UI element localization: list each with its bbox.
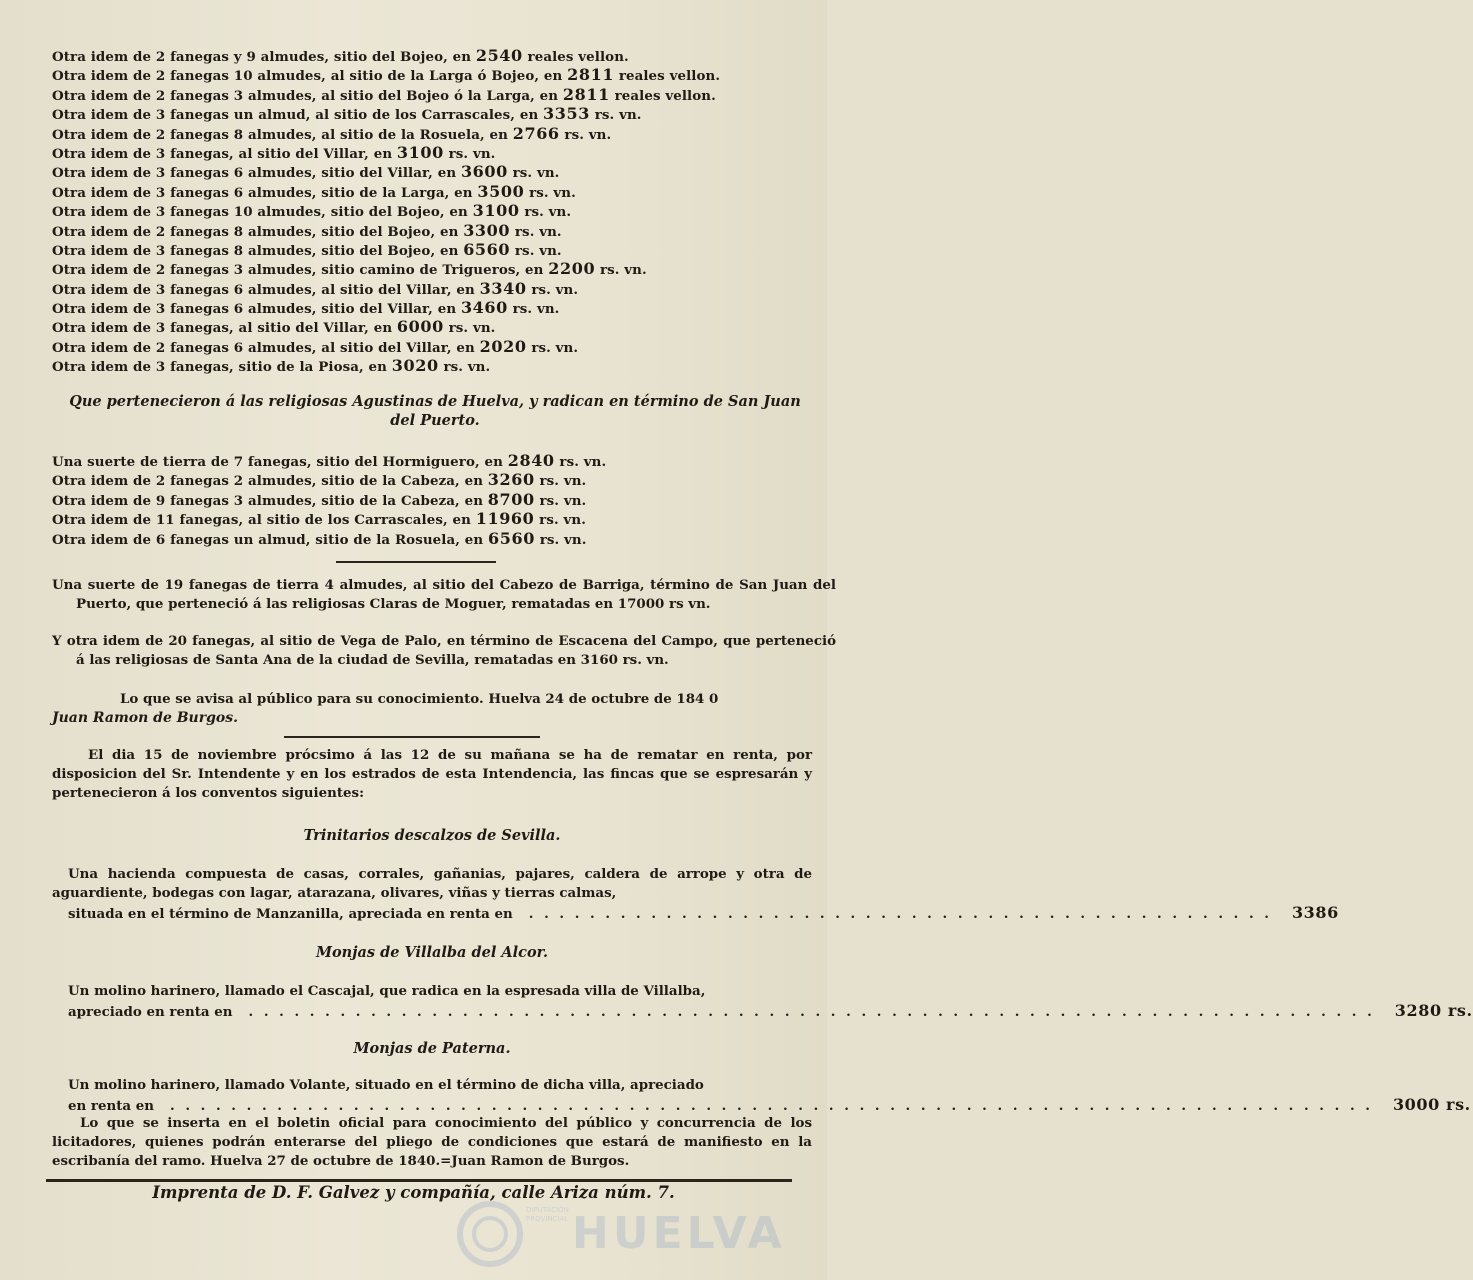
list1-entry [52,356,812,375]
list2-entry [52,470,812,489]
molino1-text: Un molino harinero, llamado el Cascajal, que radica en la espresada villa de Villalba, [68,983,706,999]
entry-unit: reales vellon. [522,49,629,65]
signature-juan-ramon-de-burgos: Juan Ramon de Burgos. [52,710,238,726]
entry-unit: rs. vn. [443,320,496,337]
entry-unit: rs. vn. [507,301,560,318]
entry-unit: rs. vn. [595,262,647,279]
molino1-amount: 3280 rs. [1394,1001,1473,1020]
entry-unit: rs. vn. [534,492,587,509]
list1-entry [52,240,812,259]
list1-entry [52,162,812,181]
entry-amount: 8700 [487,489,535,509]
list1-entry [52,124,812,143]
entry-unit: reales vellon. [609,87,716,104]
molino2-price-row [52,1095,1471,1116]
entry-unit: rs. vn. [526,339,579,356]
entry-unit: rs. vn. [510,242,562,259]
list1-entry [52,85,812,104]
entry-description: Otra idem de 2 fanegas y 9 almudes, sitio del Bojeo, en [52,49,476,65]
paragraph-claras-moguer: Una suerte de 19 fanegas de tierra 4 almudes, al sitio del Cabezo de Barriga, término de San Juan del Puerto, que perteneció á las religiosas Claras de Moguer, rematadas en 17000 rs vn. [52,577,836,612]
entry-amount: 6560 [488,528,535,548]
dot-leader: . . . . . . . . . . . . . . . . . . . . . . . . . . . . . . . . . . . . . . . . . . . . . . . . . [528,906,1272,922]
list1-entry [52,46,812,65]
entry-description: Otra idem de 3 fanegas 10 almudes, sitio del Bojeo, en [52,204,473,221]
entry-description: Otra idem de 2 fanegas 10 almudes, al sitio de la Larga ó Bojeo, en [52,68,568,85]
entry-description: Otra idem de 2 fanegas 8 almudes, sitio del Bojeo, en [52,223,464,240]
paragraph-final-notice: Lo que se inserta en el boletin oficial para conocimiento del público y concurrencia de los licitadores, quienes podrán enterarse del pliego de condiciones que estará de manifiesto en la escribanía del ramo. Huelva 27 de octubre de 1840.=Juan Ramon de Burgos. [52,1115,812,1169]
entry-unit: rs. vn. [519,204,572,221]
entry-description: Otra idem de 3 fanegas 6 almudes, sitio de la Larga, en [52,184,478,201]
heading-paterna: Monjas de Paterna. [353,1040,511,1057]
entry-description: Otra idem de 2 fanegas 3 almudes, al sitio del Bojeo ó la Larga, en [52,87,563,104]
list1-entry [52,279,812,298]
entry-description: Una suerte de tierra de 7 fanegas, sitio del Hormiguero, en [52,454,508,470]
list1-entry [52,143,812,162]
item-hacienda-manzanilla [52,865,1339,924]
heading-trinitarios: Trinitarios descalzos de Sevilla. [303,827,561,844]
entry-description: Otra idem de 2 fanegas 2 almudes, sitio de la Cabeza, en [52,473,488,490]
dot-leader: . . . . . . . . . . . . . . . . . . . . . . . . . . . . . . . . . . . . . . . . . . . . . . . . . . . . . . . . . . . . . . . . . . . . . . . . . . . . . . . [170,1098,1373,1114]
entry-amount: 2766 [512,123,560,143]
list1-entry [52,65,812,84]
item-molino-volante [52,1076,1471,1116]
entry-amount: 3600 [460,162,508,182]
entry-description: Otra idem de 11 fanegas, al sitio de los Carrascales, en [52,512,476,529]
molino2-amount: 3000 rs. [1392,1095,1471,1114]
entry-description: Otra idem de 3 fanegas 6 almudes, sitio del Villar, en [52,165,461,182]
entry-amount: 2540 [475,46,523,65]
hacienda-price-row [52,903,1339,924]
entry-amount: 3460 [460,298,508,318]
entry-description: Otra idem de 2 fanegas 8 almudes, al sitio de la Rosuela, en [52,126,513,143]
watermark-emblem-icon [430,1198,550,1268]
entry-description: Otra idem de 3 fanegas, al sitio del Villar, en [52,145,397,162]
entry-amount: 2840 [507,451,555,470]
list1-entry [52,298,812,317]
entry-amount: 3353 [543,104,590,124]
entry-unit: rs. vn. [510,223,562,240]
entry-description: Otra idem de 3 fanegas 6 almudes, al sitio del Villar, en [52,281,480,298]
list2-entry [52,490,812,509]
entry-unit: rs. vn. [526,281,579,298]
entry-description: Otra idem de 3 fanegas 6 almudes, sitio del Villar, en [52,301,461,318]
section-divider [284,736,540,738]
molino1-price-row [52,1001,1473,1022]
molino2-last-line: en renta en [68,1098,155,1114]
entry-amount: 11960 [475,509,535,529]
entry-amount: 3300 [463,220,511,240]
heading-agustinas: Que pertenecieron á las religiosas Agustinas de Huelva, y radican en término de San Juan del Puerto. [69,393,801,429]
list1-entry [52,182,812,201]
list1-entry [52,221,812,240]
molino2-text: Un molino harinero, llamado Volante, situado en el término de dicha villa, apreciado [68,1077,704,1093]
entry-amount: 3260 [487,470,535,490]
entry-unit: rs. vn. [443,145,496,162]
entry-description: Otra idem de 3 fanegas 8 almudes, sitio del Bojeo, en [52,242,464,259]
paragraph-vega-de-palo: Y otra idem de 20 fanegas, al sitio de Vega de Palo, en término de Escacena del Campo, que perteneció á las religiosas de Santa Ana de la ciudad de Sevilla, rematadas en 3160 rs. vn. [52,633,836,668]
entry-description: Otra idem de 3 fanegas un almud, al sitio de los Carrascales, en [52,107,544,124]
entry-amount: 6560 [463,239,511,259]
list2-entry [52,509,812,528]
entry-unit: rs. vn. [534,473,587,490]
entry-description: Otra idem de 6 fanegas un almud, sitio de la Rosuela, en [52,531,489,548]
entry-description: Otra idem de 3 fanegas, sitio de la Piosa, en [52,359,392,376]
watermark-small-text: DIPUTACIÓN PROVINCIAL [526,1206,569,1223]
entry-amount: 3100 [396,142,444,162]
list2-entry [52,529,812,548]
list2-entry [52,451,812,470]
list1-entry [52,259,812,278]
list1-entry [52,317,812,336]
entries-list-1 [52,46,812,376]
paragraph-remate-announcement: El dia 15 de noviembre prócsimo á las 12 de su mañana se ha de rematar en renta, por disposicion del Sr. Intendente y en los estrados de esta Intendencia, las fincas que se espresarán y pertenecieron á los conventos siguientes: [52,747,812,801]
entry-amount: 3020 [391,356,439,376]
entry-unit: reales vellon. [614,68,721,85]
entry-unit: rs. vn. [589,107,642,124]
entry-unit: rs. vn. [438,359,491,376]
entry-amount: 2811 [562,84,610,104]
entry-unit: rs. vn. [534,531,587,548]
item-molino-cascajal [52,982,1473,1022]
hacienda-amount: 3386 [1291,903,1339,922]
section-divider [336,561,496,563]
entry-unit: rs. vn. [524,184,576,201]
dot-leader: . . . . . . . . . . . . . . . . . . . . . . . . . . . . . . . . . . . . . . . . . . . . . . . . . . . . . . . . . . . . . . . . . . . . . . . . . . [248,1004,1375,1020]
entry-amount: 6000 [396,317,444,337]
paragraph-aviso: Lo que se avisa al público para su conocimiento. Huelva 24 de octubre de 184 0 [120,691,719,707]
entry-description: Otra idem de 9 fanegas 3 almudes, sitio de la Cabeza, en [52,492,488,509]
entry-amount: 3340 [479,278,527,298]
entry-unit: rs. vn. [534,512,586,529]
entry-amount: 3500 [477,181,525,201]
entry-description: Otra idem de 2 fanegas 6 almudes, al sitio del Villar, en [52,339,480,356]
molino1-last-line: apreciado en renta en [68,1004,233,1020]
imprenta-footer: Imprenta de D. F. Galvez y compañía, calle Ariza núm. 7. [152,1183,675,1202]
entry-unit: rs. vn. [559,126,612,143]
entry-description: Otra idem de 2 fanegas 3 almudes, sitio camino de Trigueros, en [52,262,549,279]
entry-amount: 2811 [567,65,615,85]
watermark-text: HUELVA [572,1208,786,1259]
entry-description: Otra idem de 3 fanegas, al sitio del Villar, en [52,320,397,337]
heading-villalba: Monjas de Villalba del Alcor. [315,944,549,961]
entry-unit: rs. vn. [507,165,560,182]
entry-amount: 3100 [472,201,520,221]
hacienda-text: Una hacienda compuesta de casas, corrales, gañanias, pajares, caldera de arrope y otra de aguardiente, bodegas con lagar, atarazana, olivares, viñas y tierras calmas, [52,866,812,901]
list1-entry [52,104,812,123]
list1-entry [52,337,812,356]
hacienda-last-line: situada en el término de Manzanilla, apreciada en renta en [68,906,513,922]
list1-entry [52,201,812,220]
entries-list-2 [52,451,812,548]
huelva-watermark [430,1198,786,1268]
footer-rule [46,1179,792,1182]
entry-amount: 2020 [479,336,527,356]
entry-amount: 2200 [548,259,596,279]
entry-unit: rs. vn. [554,454,607,470]
